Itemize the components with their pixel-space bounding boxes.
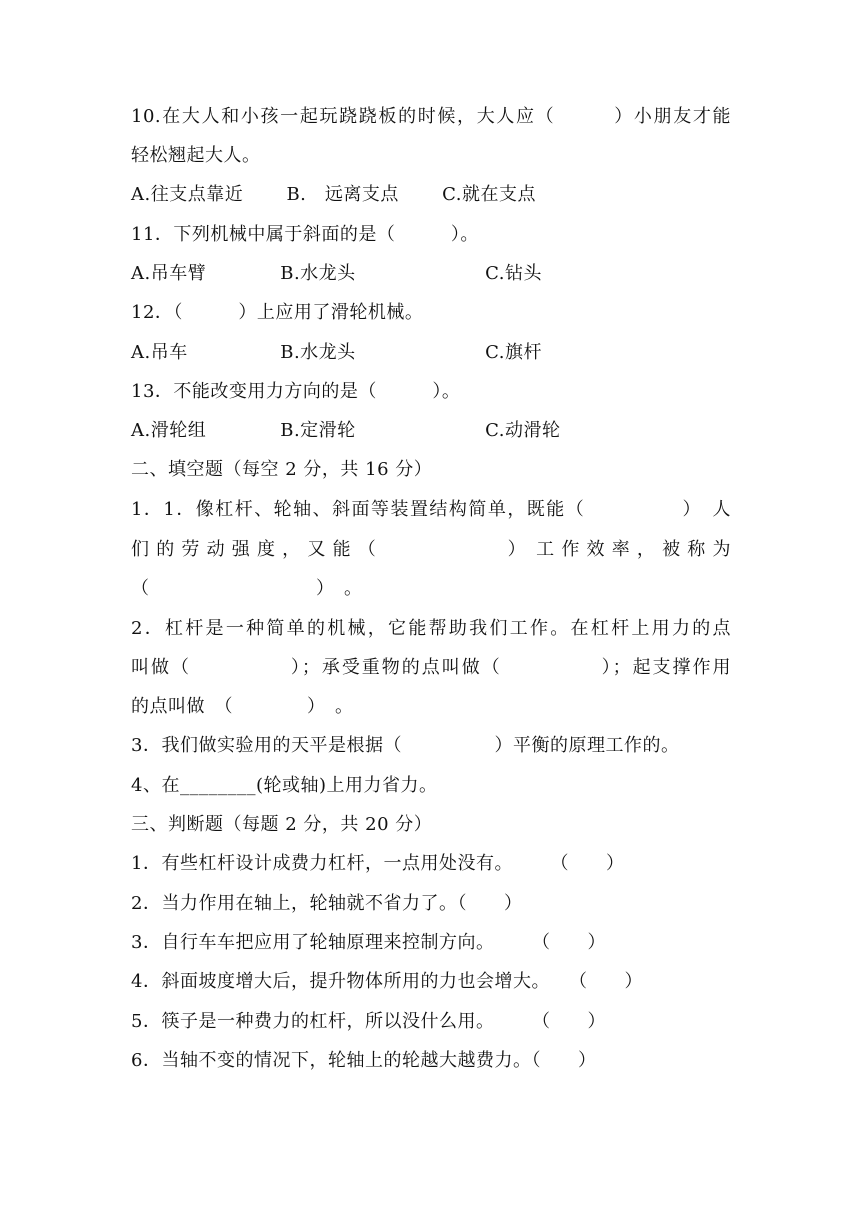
section-judgment-heading: 三、判断题（每题 2 分，共 20 分） [131, 814, 433, 835]
fill-blank-2-line-3: 的点叫做 （ ） 。 [131, 696, 354, 717]
judgment-4: 4．斜面坡度增大后，提升物体所用的力也会增大。 （ ） [131, 971, 643, 992]
question-13-stem: 13．不能改变用力方向的是（ ）。 [131, 381, 461, 402]
question-12-options: A.吊车 B.水龙头 C.旗杆 [131, 342, 543, 363]
judgment-3: 3．自行车车把应用了轮轴原理来控制方向。 （ ） [131, 932, 606, 953]
judgment-6: 6．当轴不变的情况下，轮轴上的轮越大越费力。（ ） [131, 1050, 597, 1071]
question-10-options: A.往支点靠近 B. 远离支点 C.就在支点 [131, 184, 536, 205]
judgment-1: 1．有些杠杆设计成费力杠杆，一点用处没有。 （ ） [131, 853, 625, 874]
question-11-options: A.吊车臂 B.水龙头 C.钻头 [131, 263, 543, 284]
section-fill-blank-heading: 二、填空题（每空 2 分，共 16 分） [131, 459, 433, 480]
judgment-5: 5．筷子是一种费力的杠杆，所以没什么用。 （ ） [131, 1011, 606, 1032]
fill-blank-2-line-1: 2．杠杆是一种简单的机械，它能帮助我们工作。在杠杆上用力的点 [131, 618, 731, 639]
fill-blank-2-line-2: 叫做（ ）；承受重物的点叫做（ ）；起支撑作用 [131, 657, 731, 678]
fill-blank-1-line-2: 们 的 劳 动 强 度 ， 又 能 （ ） 工 作 效 率 ， 被 称 为 [131, 539, 731, 560]
question-12-stem: 12．（ ）上应用了滑轮机械。 [131, 302, 424, 323]
question-10-stem: 10.在大人和小孩一起玩跷跷板的时候，大人应（ ）小朋友才能 [131, 106, 731, 127]
fill-blank-4: 4、在________(轮或轴)上用力省力。 [131, 775, 438, 796]
fill-blank-1-line-3: （ ） 。 [131, 578, 363, 599]
question-10-stem-continued: 轻松翘起大人。 [131, 145, 261, 166]
judgment-2: 2．当力作用在轴上，轮轴就不省力了。（ ） [131, 893, 523, 914]
fill-blank-1-line-1: 1．1．像杠杆、轮轴、斜面等装置结构简单，既能（ ） 人 [131, 499, 731, 520]
question-13-options: A.滑轮组 B.定滑轮 C.动滑轮 [131, 420, 561, 441]
fill-blank-3: 3．我们做实验用的天平是根据（ ）平衡的原理工作的。 [131, 735, 680, 756]
question-11-stem: 11．下列机械中属于斜面的是（ ）。 [131, 224, 479, 245]
